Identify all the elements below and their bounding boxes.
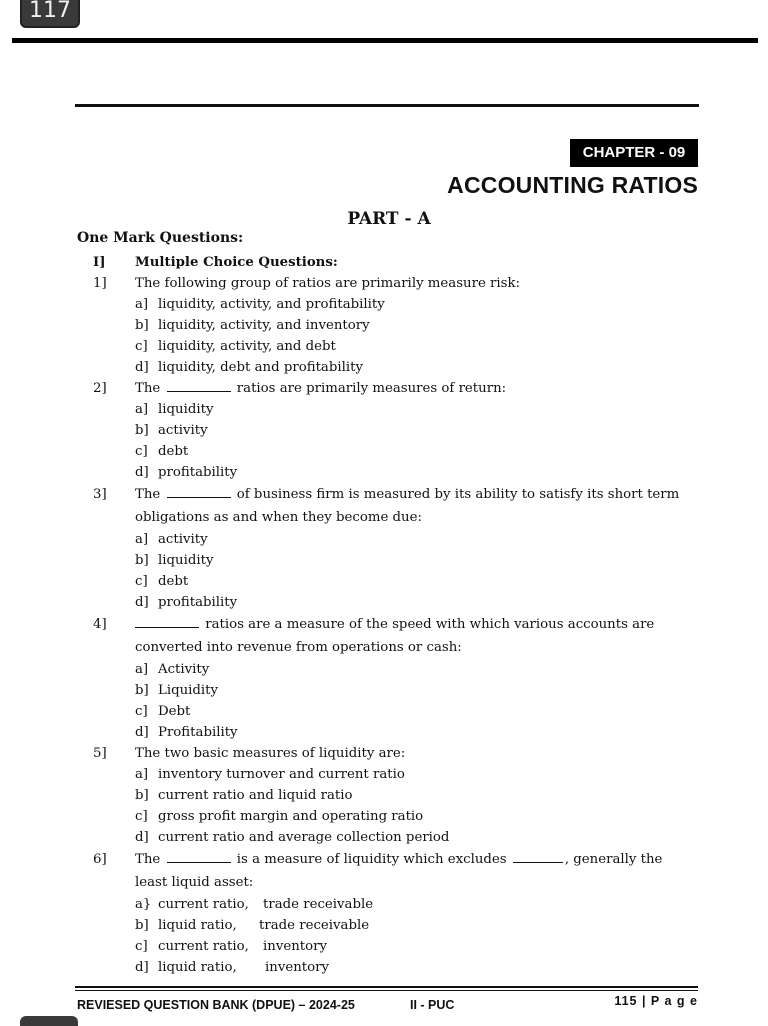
chapter-label: CHAPTER - 09	[570, 139, 698, 167]
page-number-badge: 117	[20, 0, 80, 28]
option-text: liquid ratio,	[158, 918, 237, 933]
option-letter: a]	[135, 662, 149, 677]
option	[0, 936, 768, 957]
option	[0, 680, 768, 701]
answer-blank	[167, 849, 231, 863]
option	[0, 441, 768, 462]
option-letter: a]	[135, 402, 149, 417]
option-text: debt	[158, 574, 189, 589]
option	[0, 785, 768, 806]
option-letter: d]	[135, 830, 149, 845]
question-text-end: ratios are a measure of the speed with which various accounts are converted into revenue from operations or cash:	[135, 617, 655, 655]
answer-blank	[513, 849, 563, 863]
footer-page-number: 115 | P a g e	[614, 994, 698, 1008]
option-text: current ratio,	[158, 939, 249, 954]
option-letter: b]	[135, 683, 149, 698]
option	[0, 550, 768, 571]
option	[0, 336, 768, 357]
option-letter: c]	[135, 339, 148, 354]
option-letter: d]	[135, 595, 149, 610]
option-letter: c]	[135, 444, 148, 459]
option-letter: a}	[135, 897, 152, 912]
option-letter: c]	[135, 809, 148, 824]
option-text: debt	[158, 444, 189, 459]
question-text-start: The	[135, 381, 161, 396]
option-text-second: inventory	[263, 939, 327, 954]
option-letter: d]	[135, 360, 149, 375]
option	[0, 806, 768, 827]
option-letter: a]	[135, 532, 149, 547]
option-letter: c]	[135, 704, 148, 719]
option-letter: d]	[135, 725, 149, 740]
question-text	[135, 848, 692, 894]
question-list	[0, 252, 768, 978]
option-text: Profitability	[158, 725, 238, 740]
question-number: 4]	[93, 617, 107, 632]
option-letter: a]	[135, 767, 149, 782]
question-text: The two basic measures of liquidity are:	[135, 746, 406, 761]
option-letter: c]	[135, 939, 148, 954]
option	[0, 357, 768, 378]
option-text: Liquidity	[158, 683, 219, 698]
question-text-end: ratios are primarily measures of return:	[236, 381, 507, 396]
option-letter: b]	[135, 423, 149, 438]
option	[0, 420, 768, 441]
option-text: liquidity, activity, and inventory	[158, 318, 370, 333]
option-text: current ratio,	[158, 897, 249, 912]
option	[0, 764, 768, 785]
option-text: inventory turnover and current ratio	[158, 767, 405, 782]
option	[0, 701, 768, 722]
question	[0, 848, 768, 894]
question-number: 6]	[93, 852, 107, 867]
part-heading: PART - A	[347, 209, 431, 229]
option-letter: b]	[135, 553, 149, 568]
option-text-second: trade receivable	[259, 918, 370, 933]
option-text: profitability	[158, 465, 238, 480]
question	[0, 273, 768, 294]
option-text: gross profit margin and operating ratio	[158, 809, 424, 824]
subsection-heading	[0, 252, 768, 273]
option	[0, 592, 768, 613]
header-rule	[75, 104, 699, 107]
option	[0, 894, 768, 915]
option-text: liquidity	[158, 402, 214, 417]
section-heading: One Mark Questions:	[77, 230, 244, 246]
footer-left: REVIESED QUESTION BANK (DPUE) – 2024-25	[77, 998, 355, 1012]
question-text-start: The	[135, 487, 161, 502]
subsection-number: I]	[93, 255, 106, 270]
top-rule	[12, 38, 758, 43]
footer-center: II - PUC	[410, 998, 455, 1012]
question-text-end: of business firm is measured by its ability to satisfy its short term obligations as and when they become due:	[135, 487, 680, 525]
option-text: current ratio and liquid ratio	[158, 788, 353, 803]
question-number: 3]	[93, 487, 107, 502]
option-letter: b]	[135, 318, 149, 333]
corner-tab	[20, 1016, 78, 1026]
option-text: liquidity, activity, and profitability	[158, 297, 385, 312]
answer-blank	[135, 614, 199, 628]
option-letter: d]	[135, 960, 149, 975]
question-text	[135, 378, 692, 399]
question-text: The following group of ratios are primarily measure risk:	[135, 276, 521, 291]
option-letter: a]	[135, 297, 149, 312]
answer-blank	[167, 378, 231, 392]
option-letter: c]	[135, 574, 148, 589]
option	[0, 827, 768, 848]
question-text	[135, 483, 692, 529]
option	[0, 659, 768, 680]
option-text: liquidity, activity, and debt	[158, 339, 336, 354]
question-text-middle: is a measure of liquidity which excludes	[236, 852, 507, 867]
question-text-start: The	[135, 852, 161, 867]
option	[0, 462, 768, 483]
option-text: activity	[158, 532, 208, 547]
question-text	[135, 613, 692, 659]
option-text: liquidity, debt and profitability	[158, 360, 363, 375]
question	[0, 378, 768, 399]
answer-blank	[167, 484, 231, 498]
question-number: 2]	[93, 381, 107, 396]
chapter-title: ACCOUNTING RATIOS	[447, 172, 698, 198]
option	[0, 399, 768, 420]
question	[0, 613, 768, 659]
option-text-second: inventory	[265, 960, 329, 975]
option	[0, 529, 768, 550]
footer-rule	[75, 986, 698, 988]
option	[0, 315, 768, 336]
footer-rule-thin	[75, 990, 698, 991]
question-number: 1]	[93, 276, 107, 291]
option	[0, 294, 768, 315]
option-letter: b]	[135, 918, 149, 933]
option-text-second: trade receivable	[263, 897, 374, 912]
option	[0, 915, 768, 936]
option-text: Debt	[158, 704, 191, 719]
option	[0, 957, 768, 978]
option	[0, 722, 768, 743]
option-text: liquid ratio,	[158, 960, 237, 975]
subsection-title: Multiple Choice Questions:	[135, 255, 338, 270]
question	[0, 483, 768, 529]
option-text: profitability	[158, 595, 238, 610]
option-text: activity	[158, 423, 208, 438]
option-text: Activity	[158, 662, 210, 677]
question-number: 5]	[93, 746, 107, 761]
option-text: current ratio and average collection period	[158, 830, 450, 845]
option-letter: d]	[135, 465, 149, 480]
option-text: liquidity	[158, 553, 214, 568]
option-letter: b]	[135, 788, 149, 803]
question-text-end: , generally the least liquid asset:	[135, 852, 663, 890]
question	[0, 743, 768, 764]
option	[0, 571, 768, 592]
